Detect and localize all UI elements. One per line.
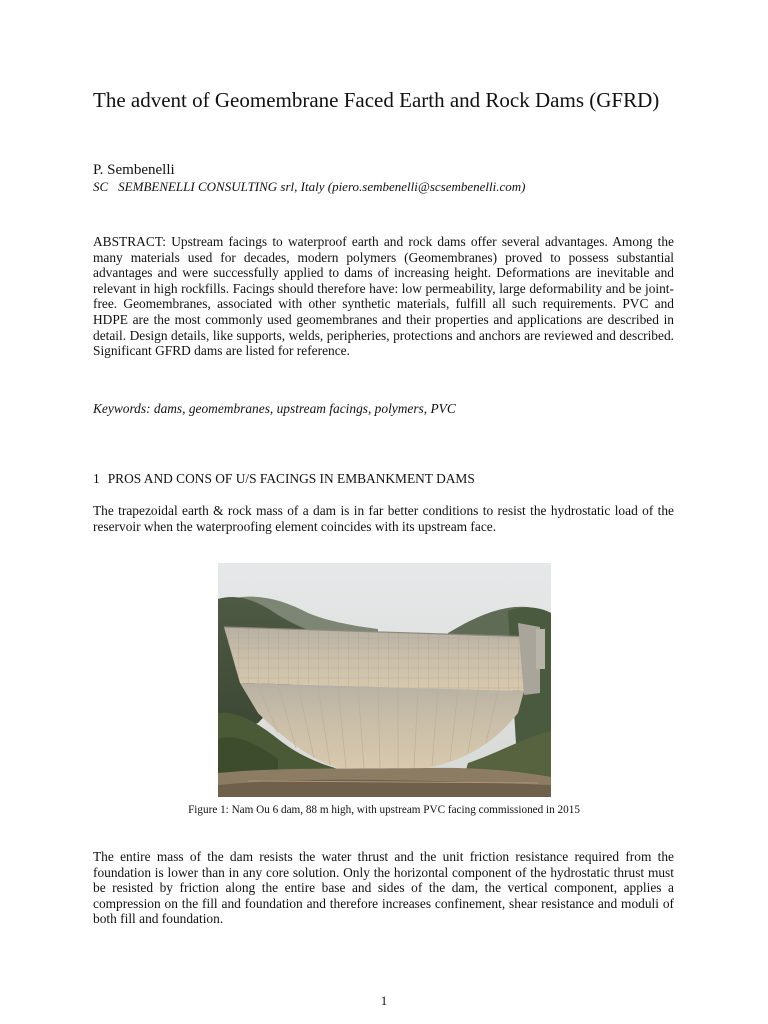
page-number: 1 — [380, 993, 388, 1008]
body-paragraph-2: The entire mass of the dam resists the water thrust and the unit friction resistance required from the foundation is lower than in any core solution. Only the horizontal component of the hydrostatic thrust must be resisted by friction along the entire base and sides of the dam, the vertical component, applies a compression on the fill and foundation and therefore increases confinement, shear resistance and moduli of both fill and foundation. — [93, 849, 674, 927]
section-number: 1 — [93, 471, 100, 486]
section-heading — [93, 471, 475, 487]
author-affiliation — [93, 178, 525, 195]
dam-photo — [218, 563, 551, 797]
keywords: Keywords: dams, geomembranes, upstream facings, polymers, PVC — [93, 401, 456, 416]
section-title: PROS AND CONS OF U/S FACINGS IN EMBANKMENT DAMS — [107, 471, 475, 486]
author-name: P. Sembenelli — [93, 162, 175, 178]
body-paragraph-1: The trapezoidal earth & rock mass of a dam is in far better conditions to resist the hydrostatic load of the reservoir when the waterproofing element coincides with its upstream face. — [93, 503, 674, 534]
paper-title: The advent of Geomembrane Faced Earth and Rock Dams (GFRD) — [93, 88, 660, 112]
affiliation-org-code: SC — [93, 179, 109, 194]
abstract: ABSTRACT: Upstream facings to waterproof earth and rock dams offer several advantages. Among the many materials used for decades, modern polymers (Geomembranes) proved to possess substantial advantages and were successfully applied to dams of increasing height. Deformations are inevitable and relevant in high rockfills. Facings should therefore have: low permeability, large deformability and be joint-free. Geomembranes, associated with other synthetic materials, fulfill all such requirements. PVC and HDPE are the most commonly used geomembranes and their properties and applications are described in detail. Design details, like supports, welds, peripheries, protections and anchors are reviewed and described. Significant GFRD dams are listed for reference. — [93, 234, 674, 359]
figure-caption: Figure 1: Nam Ou 6 dam, 88 m high, with upstream PVC facing commissioned in 2015 — [188, 804, 580, 816]
affiliation-org-name: SEMBENELLI CONSULTING srl, Italy (piero.sembenelli@scsembenelli.com) — [118, 179, 526, 194]
